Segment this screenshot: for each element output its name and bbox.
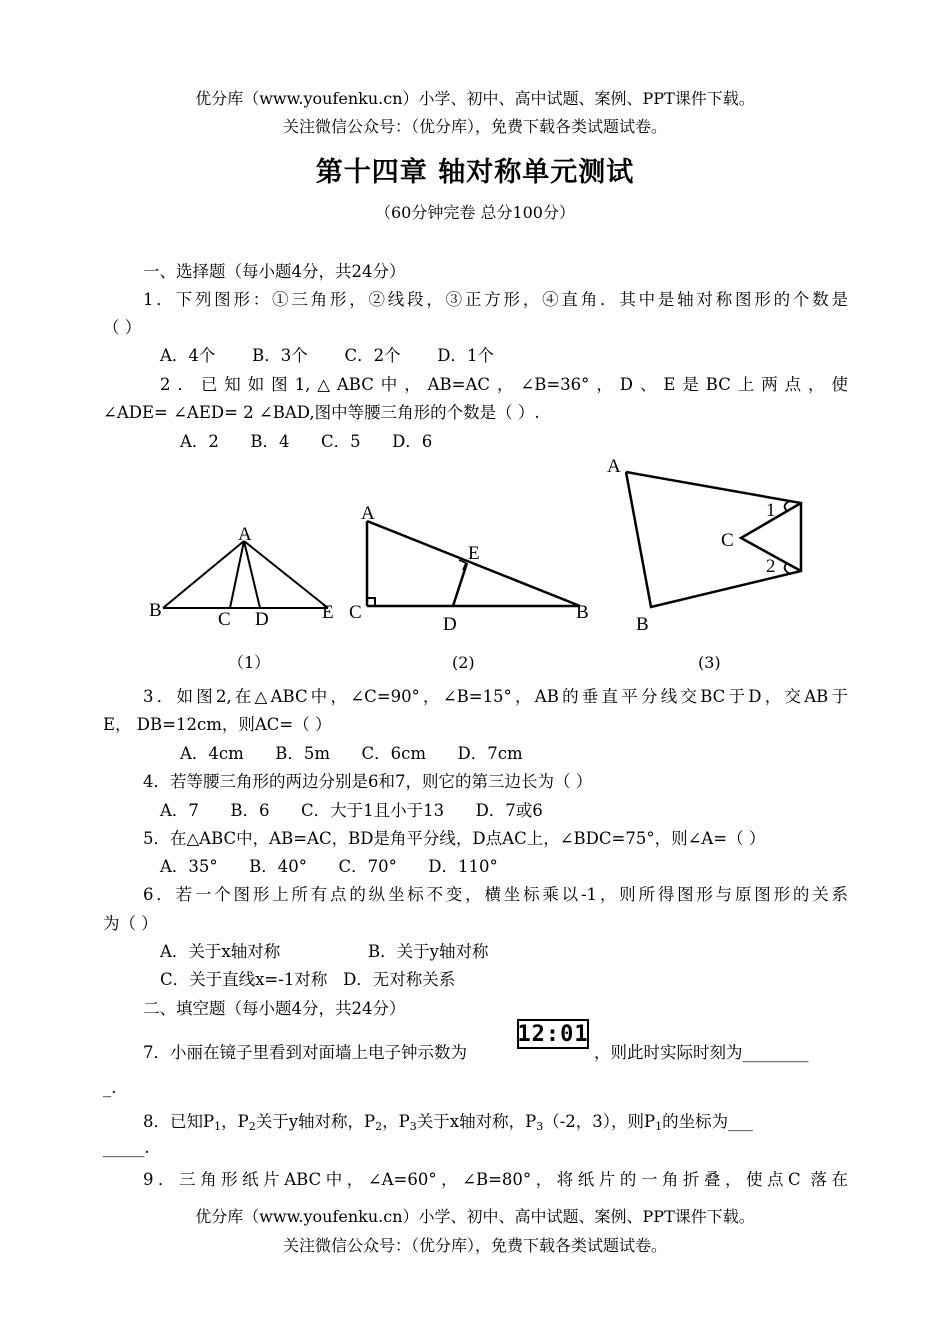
q6-line-2: 为（ ） (103, 914, 158, 933)
q8-sub-5: 3 (536, 1120, 544, 1133)
q7-line-2: _. (103, 1078, 117, 1097)
q8-text-6: （-2，3），则P (543, 1112, 656, 1131)
q8-sub-6: 1 (655, 1120, 663, 1133)
header-line-2: 关注微信公众号：（优分库），免费下载各类试题试卷。 (282, 117, 667, 136)
fig2-label-a: A (361, 503, 375, 524)
q8-text-1: 8．已知P (143, 1112, 215, 1131)
fig3-label-1: 1 (766, 500, 776, 521)
header-line-1: 优分库（www.youfenku.cn）小学、初中、高中试题、案例、PPT课件下载。 (195, 89, 755, 108)
fig3-label-2: 2 (766, 556, 776, 577)
q8-sub-3: 2 (375, 1120, 383, 1133)
fig2-label-e: E (468, 543, 480, 564)
fig2-caption: (2) (452, 653, 475, 672)
q1-line-2: （ ） (103, 318, 142, 337)
q8-text-2: ，P (221, 1112, 249, 1131)
q2-line-2: ∠ADE= ∠AED= 2 ∠BAD,图中等腰三角形的个数是（ ）. (103, 403, 540, 422)
mirror-clock-digits: 12:01 (517, 1021, 589, 1047)
section-1-heading: 一、选择题（每小题4分，共24分） (143, 262, 406, 281)
q8-text-7: 的坐标为___ (662, 1112, 753, 1131)
q3-line-1: 3．如图2,在△ABC中，∠C=90°，∠B=15°，AB的垂直平分线交BC于D，交AB于 (143, 687, 848, 706)
q8-sub-2: 2 (248, 1120, 256, 1133)
q9-line-1: 9．三角形纸片ABC中，∠A=60°，∠B=80°，将纸片的一角折叠，使点C 落在 (143, 1170, 848, 1189)
q8-text-3: 关于y轴对称，P (255, 1112, 376, 1131)
fig1-label-d: D (255, 609, 269, 630)
fig2-label-b: B (576, 602, 589, 623)
q1-line-1: 1．下列图形：①三角形，②线段，③正方形，④直角．其中是轴对称图形的个数是 (143, 290, 848, 309)
q3-options: A．4cm B．5m C．6cm D．7cm (180, 744, 523, 763)
q7-line-1-pre: 7．小丽在镜子里看到对面墙上电子钟示数为 (143, 1043, 467, 1062)
q4-options: A．7 B．6 C．大于1且小于13 D．7或6 (160, 801, 543, 820)
q6-options-cd: C．关于直线x=-1对称 D．无对称关系 (160, 970, 456, 989)
footer-line-2: 关注微信公众号：（优分库），免费下载各类试题试卷。 (282, 1236, 667, 1255)
q8-sub-4: 3 (409, 1120, 417, 1133)
q6-option-b: B．关于y轴对称 (368, 942, 489, 961)
fig2-label-d: D (443, 614, 457, 635)
fig3-label-b: B (636, 614, 649, 635)
q2-line-1: 2．已知如图1,△ABC中，AB=AC，∠B=36°，D、E是BC上两点，使 (160, 375, 848, 394)
mirror-clock-image (517, 1019, 589, 1049)
q5-options: A．35° B．40° C．70° D．110° (160, 857, 498, 876)
figure-3 (626, 472, 801, 607)
fig3-caption: (3) (698, 653, 721, 672)
q6-line-1: 6．若一个图形上所有点的纵坐标不变，横坐标乘以-1，则所得图形与原图形的关系 (143, 885, 848, 904)
q7-line-1-post: ，则此时实际时刻为________ (594, 1043, 809, 1062)
fig1-label-e: E (322, 602, 334, 623)
fig3-label-c: C (721, 530, 734, 551)
fig3-label-a: A (607, 456, 621, 477)
fig2-label-c: C (349, 602, 362, 623)
q8-line-1 (143, 1108, 753, 1133)
q5-line-1: 5．在△ABC中，AB=AC，BD是角平分线，D点AC上，∠BDC=75°，则∠A=（ ） (143, 829, 766, 848)
q3-line-2: E， DB=12cm，则AC=（ ） (103, 715, 332, 734)
q2-options: A．2 B．4 C．5 D．6 (180, 432, 433, 451)
section-2-heading: 二、填空题（每小题4分，共24分） (143, 999, 406, 1018)
footer-line-1: 优分库（www.youfenku.cn）小学、初中、高中试题、案例、PPT课件下载。 (195, 1207, 755, 1226)
q1-options: A．4个 B．3个 C．2个 D．1个 (160, 346, 495, 365)
q8-text-5: 关于x轴对称，P (416, 1112, 537, 1131)
page-subtitle: （60分钟完卷 总分100分） (375, 203, 575, 222)
q8-text-4: ，P (382, 1112, 410, 1131)
figure-1 (163, 541, 328, 608)
fig1-label-b: B (149, 600, 162, 621)
fig1-caption: （1） (228, 653, 271, 672)
page-title: 第十四章 轴对称单元测试 (315, 157, 635, 188)
fig1-label-a: A (238, 524, 252, 545)
q8-sub-1: 1 (214, 1120, 222, 1133)
q8-line-2: _____. (103, 1138, 150, 1157)
q4-line-1: 4．若等腰三角形的两边分别是6和7，则它的第三边长为（ ） (143, 772, 593, 791)
fig1-label-c: C (218, 609, 231, 630)
q6-option-a: A．关于x轴对称 (160, 942, 281, 961)
